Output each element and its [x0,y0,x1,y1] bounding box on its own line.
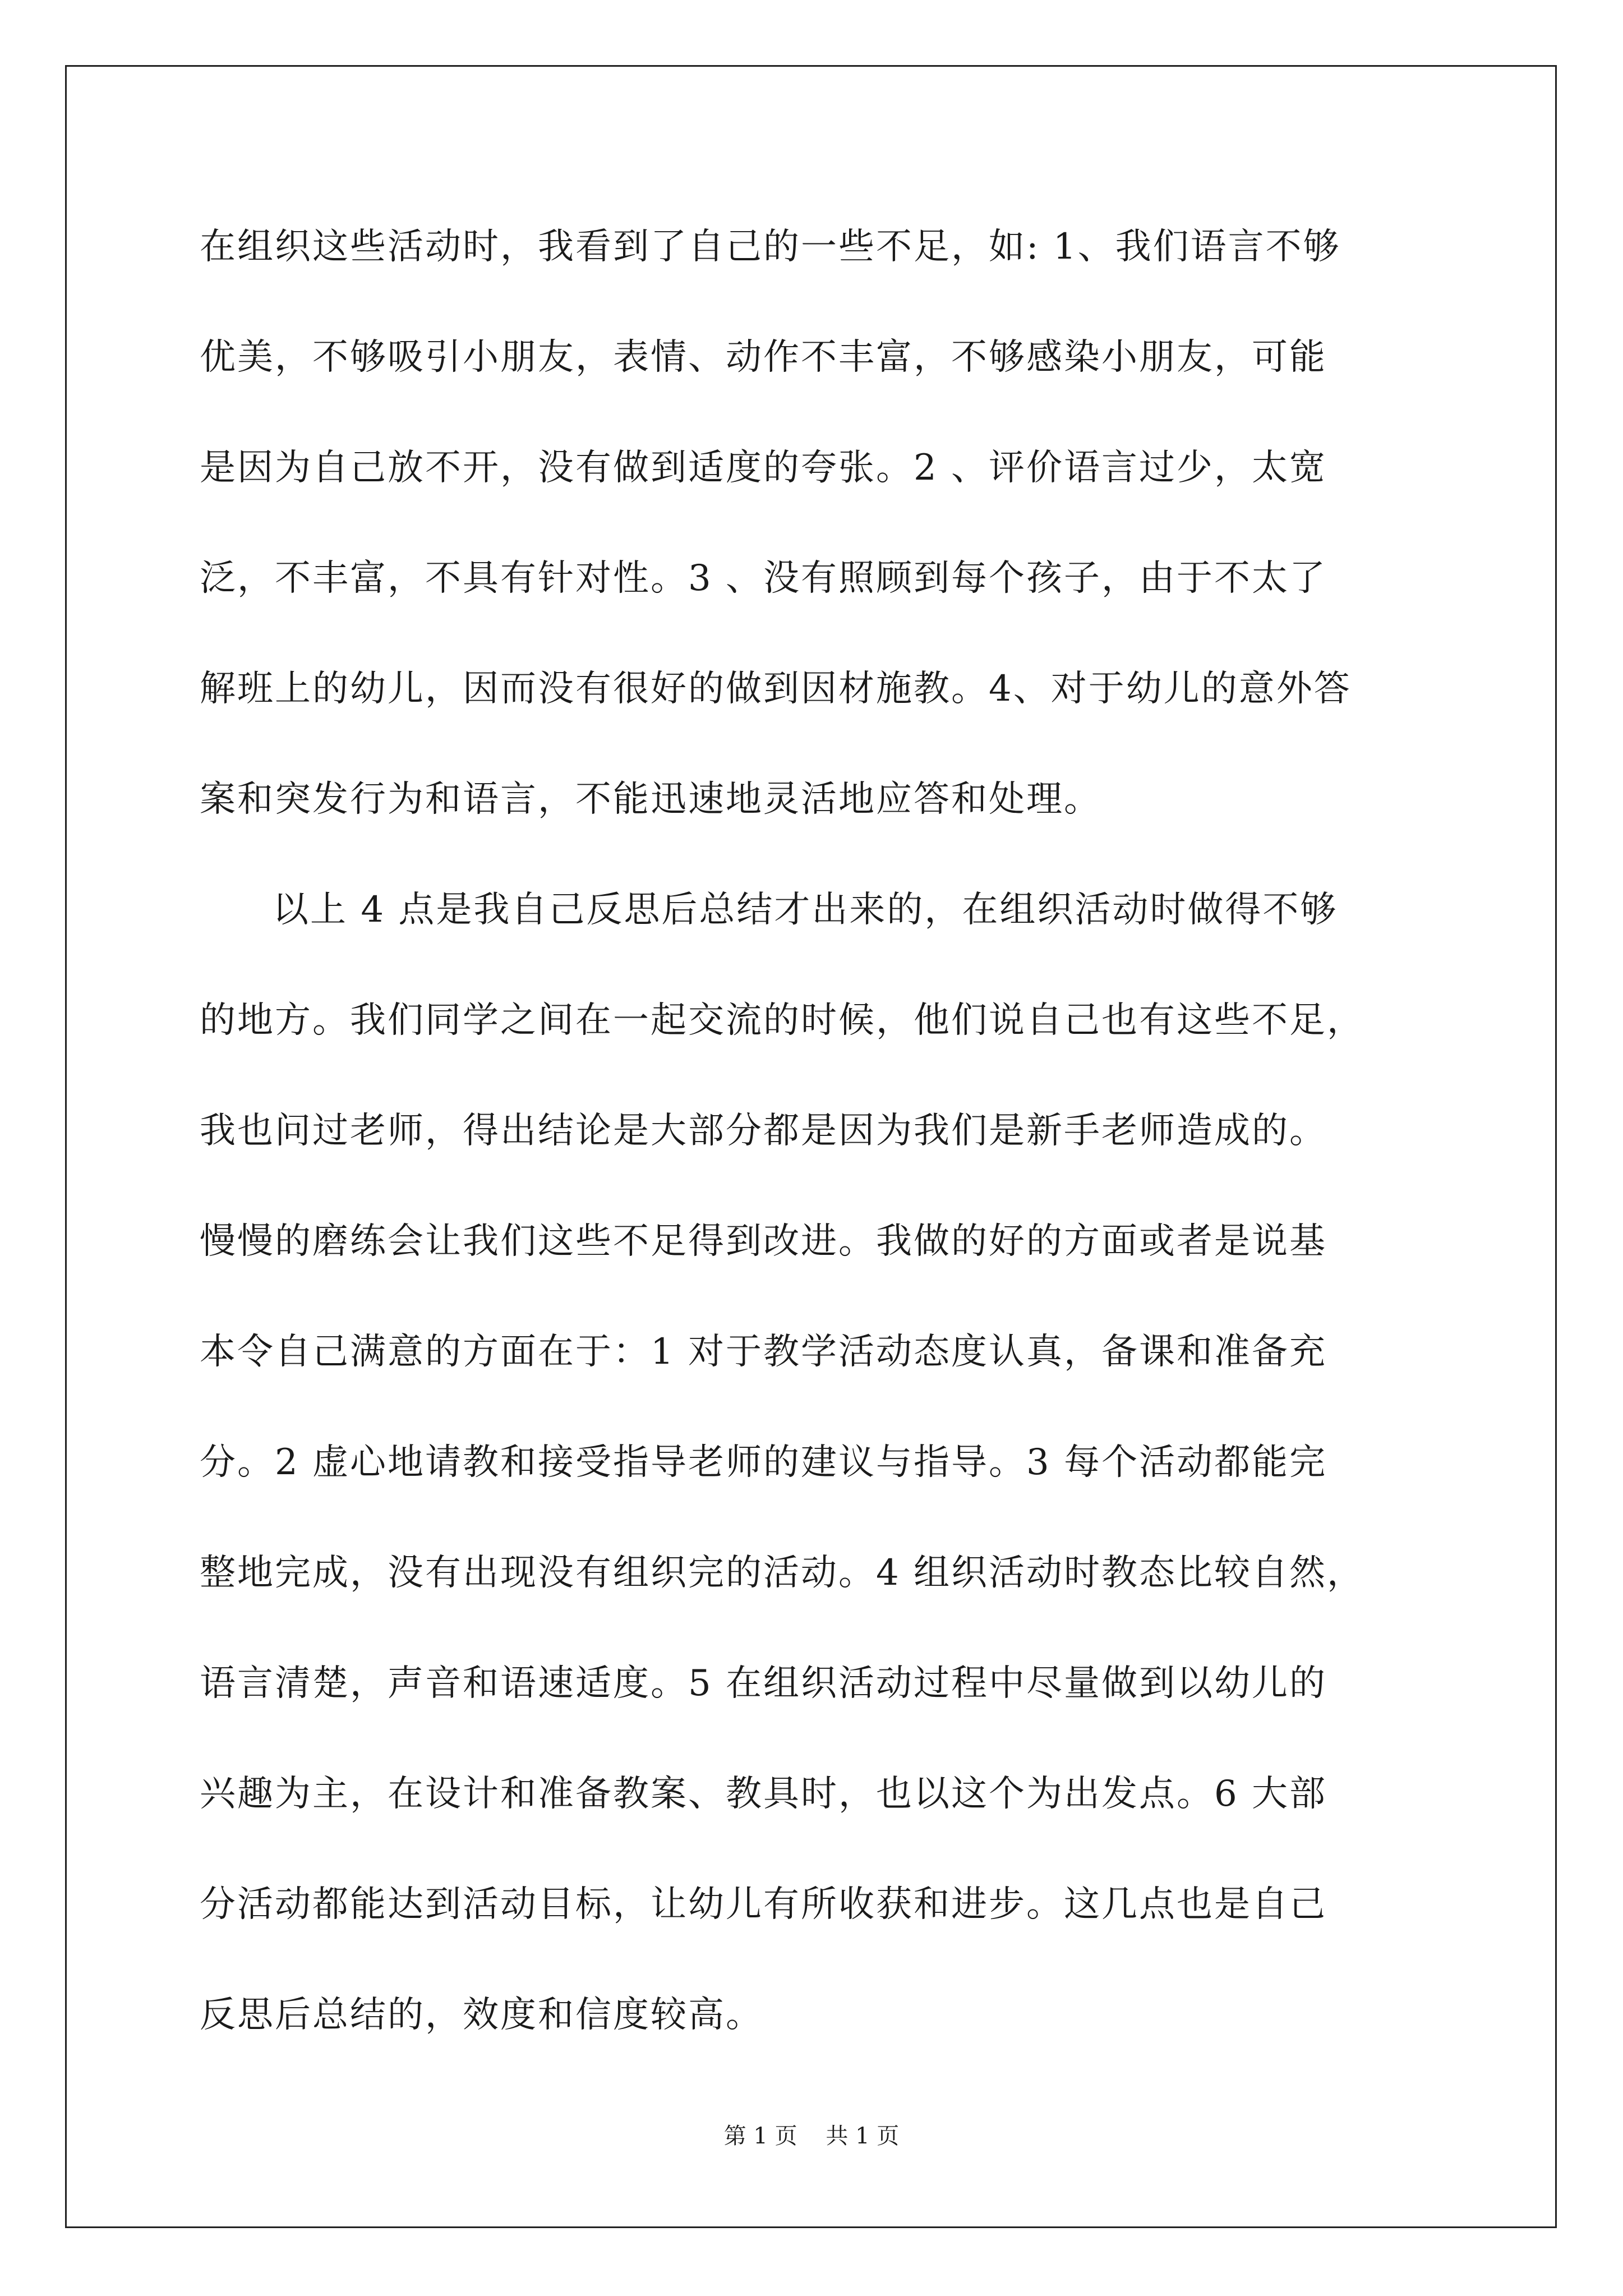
text-line: 我也问过老师，得出结论是大部分都是因为我们是新手老师造成的。 [200,1110,1327,1152]
text-line: 分。2 虚心地请教和接受指导老师的建议与指导。3 每个活动都能完 [200,1442,1327,1483]
text-line: 是因为自己放不开，没有做到适度的夸张。2 、评价语言过少，太宽 [200,447,1327,489]
text-line: 分活动都能达到活动目标，让幼儿有所收获和进步。这几点也是自己 [200,1884,1327,1925]
text-line: 泛，不丰富，不具有针对性。3 、没有照顾到每个孩子，由于不太了 [200,558,1327,599]
text-line: 语言清楚，声音和语速适度。5 在组织活动过程中尽量做到以幼儿的 [200,1663,1327,1704]
text-line: 反思后总结的，效度和信度较高。 [200,1994,763,2036]
text-line: 以上 4 点是我自己反思后总结才出来的，在组织活动时做得不够 [273,889,1338,931]
text-line: 在组织这些活动时，我看到了自己的一些不足，如: 1、我们语言不够 [200,226,1341,268]
page-number-footer: 第 1 页 共 1 页 [723,2123,900,2149]
text-line: 解班上的幼儿，因而没有很好的做到因材施教。4、对于幼儿的意外答 [200,668,1352,710]
text-line: 案和突发行为和语言，不能迅速地灵活地应答和处理。 [200,779,1101,820]
text-line: 的地方。我们同学之间在一起交流的时候，他们说自己也有这些不足， [200,1000,1364,1041]
text-line: 本令自己满意的方面在于：1 对于教学活动态度认真，备课和准备充 [200,1331,1327,1373]
text-line: 兴趣为主，在设计和准备教案、教具时，也以这个为出发点。6 大部 [200,1773,1327,1815]
text-line: 优美，不够吸引小朋友，表情、动作不丰富，不够感染小朋友，可能 [200,337,1327,378]
text-line: 整地完成，没有出现没有组织完的活动。4 组织活动时教态比较自然， [200,1552,1365,1594]
text-line: 慢慢的磨练会让我们这些不足得到改进。我做的好的方面或者是说基 [200,1221,1327,1262]
